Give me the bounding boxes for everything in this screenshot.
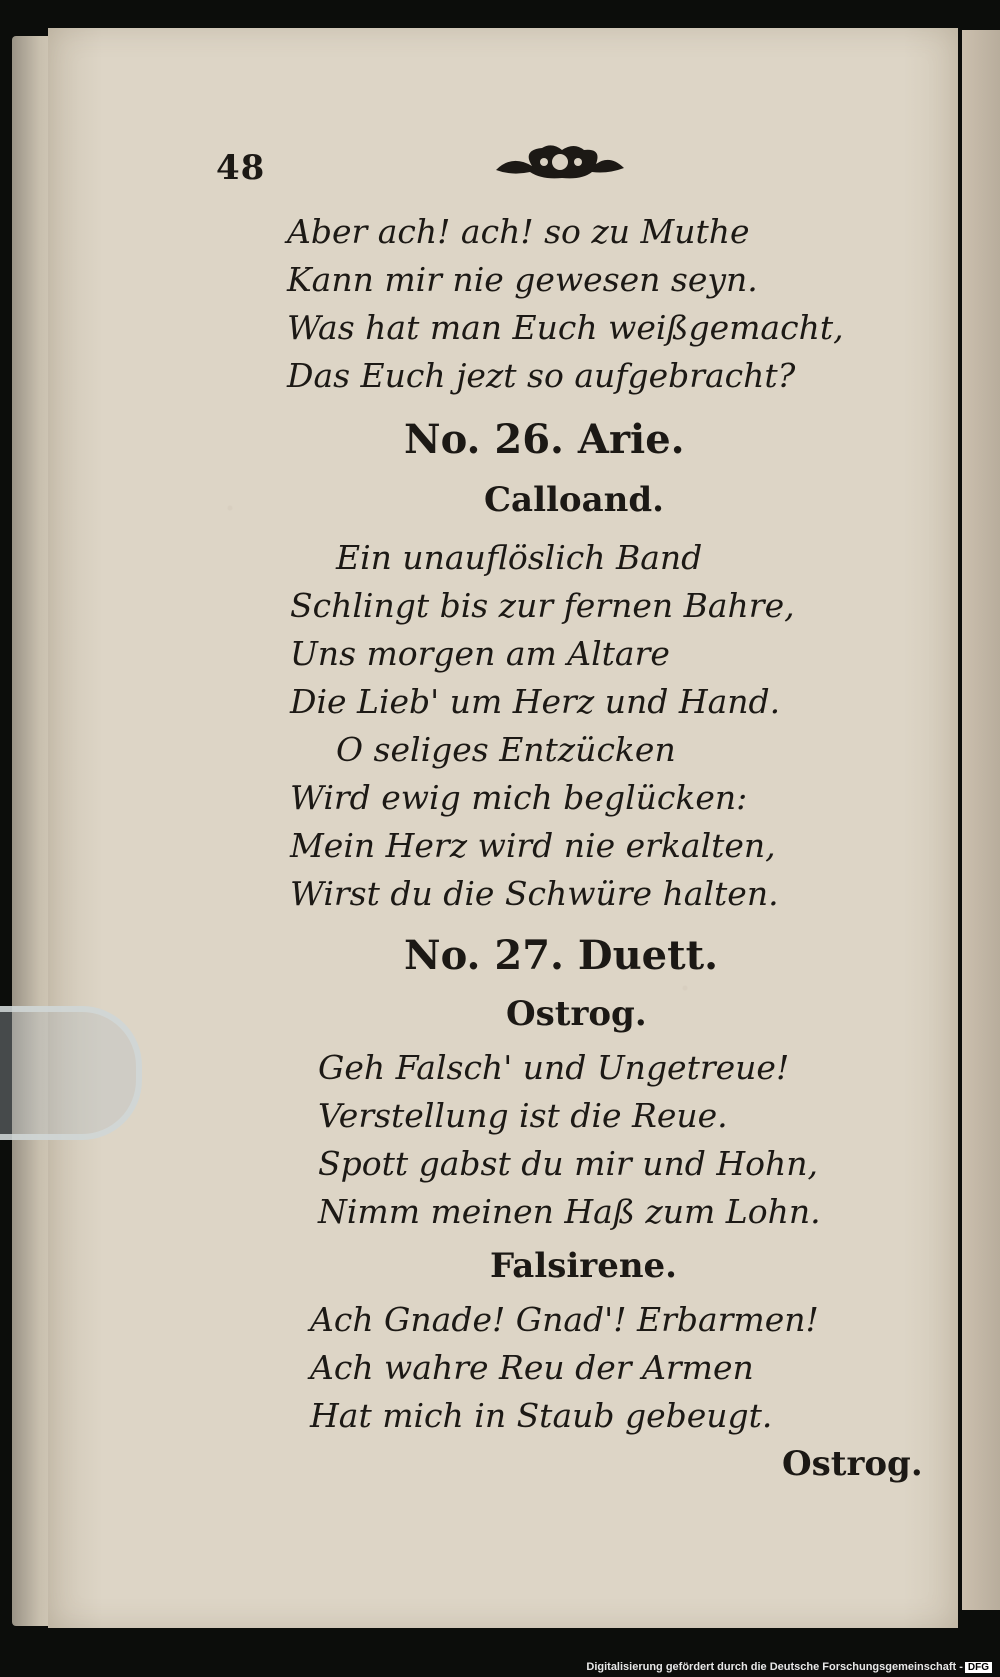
verse-line: Die Lieb' um Herz und Hand. [290,682,781,721]
speaker-name: Calloand. [484,480,664,520]
verse-line: Ach Gnade! Gnad'! Erbarmen! [310,1300,819,1339]
verse-line: Schlingt bis zur fernen Bahre, [290,586,795,625]
verse-line: Uns morgen am Altare [290,634,670,673]
verse-line: Ach wahre Reu der Armen [310,1348,754,1387]
section-heading-27: No. 27. Duett. [404,932,719,979]
verse-line: Verstellung ist die Reue. [318,1096,728,1135]
verse-line: Was hat man Euch weißgemacht, [287,308,844,347]
verse-line: Hat mich in Staub gebeugt. [310,1396,773,1435]
speaker-name: Ostrog. [506,994,647,1034]
verse-line: Wirst du die Schwüre halten. [290,874,779,913]
verse-line: Spott gabst du mir und Hohn, [318,1144,818,1183]
verse-line: Nimm meinen Haß zum Lohn. [318,1192,821,1231]
verse-line: Kann mir nie gewesen seyn. [287,260,758,299]
verse-line: O seliges Entzücken [336,730,676,769]
section-heading-26: No. 26. Arie. [404,416,685,463]
catchword: Ostrog. [782,1444,923,1484]
ornament-icon [492,140,628,182]
digitization-credit [586,1661,992,1673]
page-number: 48 [216,148,266,188]
verse-line: Das Euch jezt so aufgebracht? [287,356,796,395]
credit-text: Digitalisierung gefördert durch die Deutsche Forschungsgemeinschaft - [586,1661,963,1673]
verse-line: Aber ach! ach! so zu Muthe [287,212,750,251]
verse-line: Ein unauflöslich Band [336,538,703,577]
dfg-logo: DFG [965,1662,992,1673]
verse-line: Wird ewig mich beglücken: [290,778,748,817]
verse-line: Geh Falsch' und Ungetreue! [318,1048,790,1087]
verse-line: Mein Herz wird nie erkalten, [290,826,776,865]
speaker-name: Falsirene. [490,1246,678,1286]
